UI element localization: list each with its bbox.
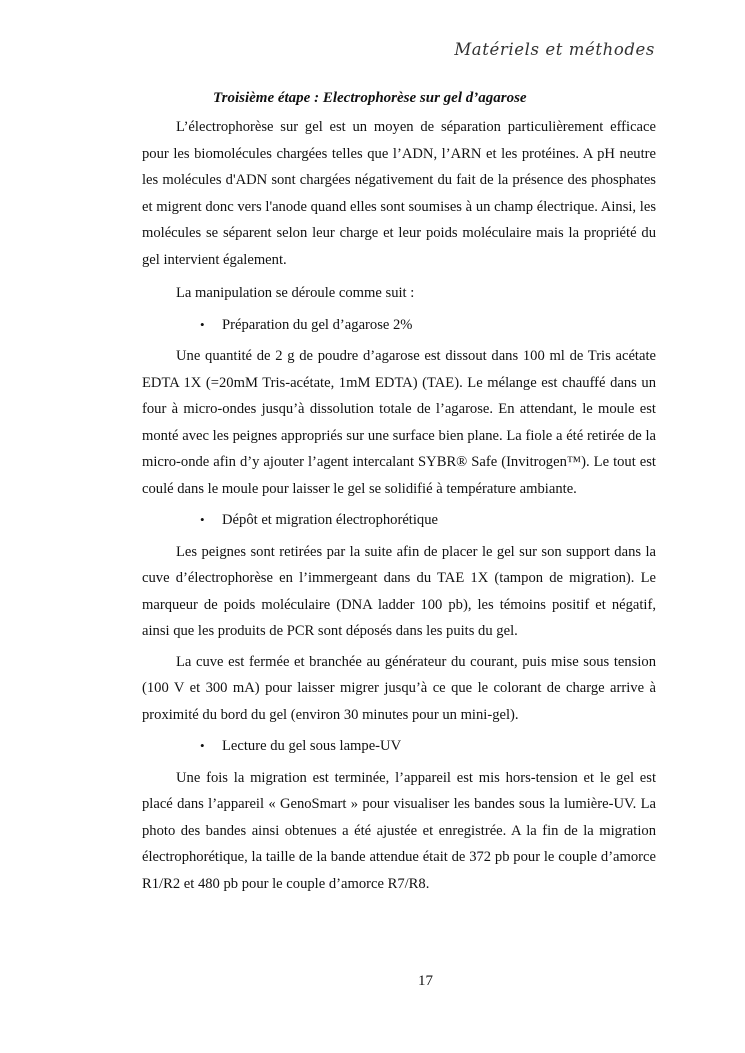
bullet-item-lecture xyxy=(142,733,656,760)
bullet-item-preparation xyxy=(142,312,656,339)
document-body xyxy=(142,86,656,897)
paragraph-depot: Les peignes sont retirées par la suite afin de placer le gel sur son support dans la cuve d’électrophorèse en l’immergeant dans du TAE 1X (tampon de migration). Le marqueur de poids moléculaire (DNA ladder 100 pb), les témoins positif et négatif, ainsi que les produits de PCR sont déposés dans les puits du gel. xyxy=(142,543,656,639)
bullet-label: Dépôt et migration électrophorétique xyxy=(222,512,438,528)
paragraph-cuve: La cuve est fermée et branchée au générateur du courant, puis mise sous tension (100 V et 300 mA) pour laisser migrer jusqu’à ce que le colorant de charge arrive à proximité du bord du gel (environ 30 minutes pour un mini-gel). xyxy=(142,653,656,723)
paragraph-lecture: Une fois la migration est terminée, l’appareil est mis hors-tension et le gel est placé dans l’appareil « GenoSmart » pour visualiser les bandes sous la lumière-UV. La photo des bandes ainsi obtenues a été ajustée et enregistrée. A la fin de la migration électrophorétique, la taille de la bande attendue était de 372 pb pour le couple d’amorce R1/R2 et 480 pb pour le couple d’amorce R7/R8. xyxy=(142,769,656,892)
section-title: Troisième étape : Electrophorèse sur gel d’agarose xyxy=(213,90,527,106)
bullet-icon: • xyxy=(200,316,205,332)
bullet-icon: • xyxy=(200,738,205,753)
paragraph-manipulation: La manipulation se déroule comme suit : xyxy=(176,285,415,301)
bullet-icon: • xyxy=(200,512,205,527)
bullet-item-depot xyxy=(142,507,656,534)
running-header: Matériels et méthodes xyxy=(454,40,655,59)
paragraph-intro: L’électrophorèse sur gel est un moyen de séparation particulièrement efficace pour les biomolécules chargées telles que l’ADN, l’ARN et les protéines. A pH neutre les molécules d'ADN sont chargées négativement du fait de la présence des phosphates et migrent donc vers l'anode quand elles sont soumises à un champ électrique. Ainsi, les molécules se séparent selon leur charge et leur poids moléculaire mais la propriété du gel intervient également. xyxy=(142,119,656,268)
bullet-label: Lecture du gel sous lampe-UV xyxy=(222,738,402,754)
paragraph-preparation: Une quantité de 2 g de poudre d’agarose est dissout dans 100 ml de Tris acétate EDTA 1X (=20mM Tris-acétate, 1mM EDTA) (TAE). Le mélange est chauffé dans un four à micro-ondes jusqu’à dissolution totale de l’agarose. En attendant, le moule est monté avec les peignes appropriés sur une surface bien plane. La fiole a été retirée de la micro-onde afin d’y ajouter l’agent intercalant SYBR® Safe (Invitrogen™). Le tout est coulé dans le moule pour laisser le gel se solidifié à température ambiante. xyxy=(142,348,656,497)
bullet-label: Préparation du gel d’agarose 2% xyxy=(222,316,413,333)
page-number: 17 xyxy=(418,973,433,989)
